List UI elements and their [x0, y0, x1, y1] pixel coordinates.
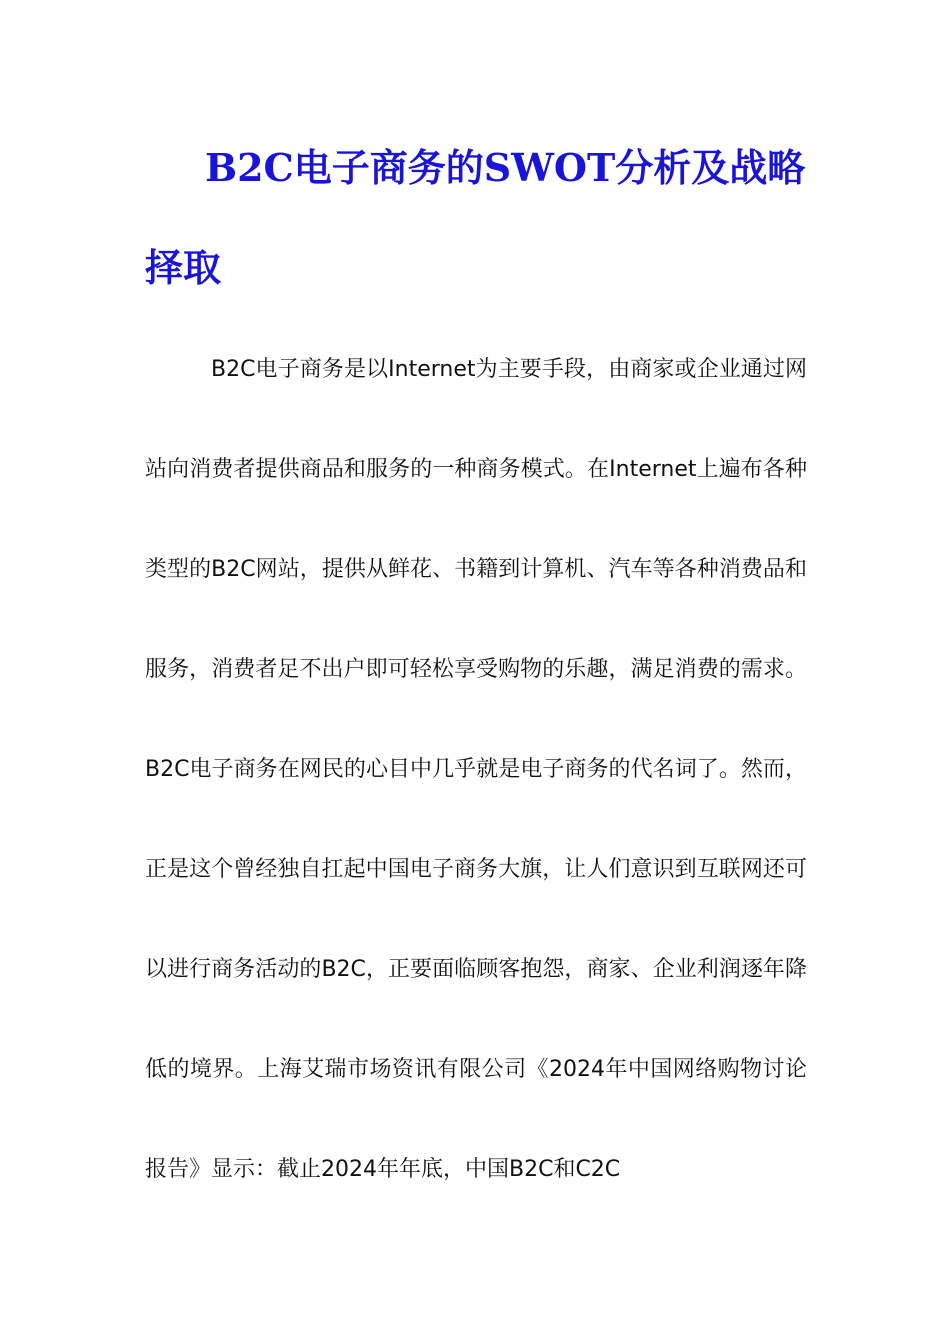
document-title: B2C电子商务的SWOT分析及战略择取	[145, 145, 806, 290]
body-paragraph: B2C电子商务是以Internet为主要手段，由商家或企业通过网站向消费者提供商品和服务的一种商务模式。在Internet上遍布各种类型的B2C网站，提供从鲜花、书籍到计算机、汽车等各种消费品和服务，消费者足不出户即可轻松享受购物的乐趣，满足消费的需求。B2C电子商务在网民的心目中几乎就是电子商务的代名词了。然而，正是这个曾经独自扛起中国电子商务大旗，让人们意识到互联网还可以进行商务活动的B2C，正要面临顾客抱怨，商家、企业利润逐年降低的境界。上海艾瑞市场资讯有限公司《2024年中国网络购物讨论报告》显示：截止2024年年底，中国B2C和C2C	[145, 357, 807, 1182]
